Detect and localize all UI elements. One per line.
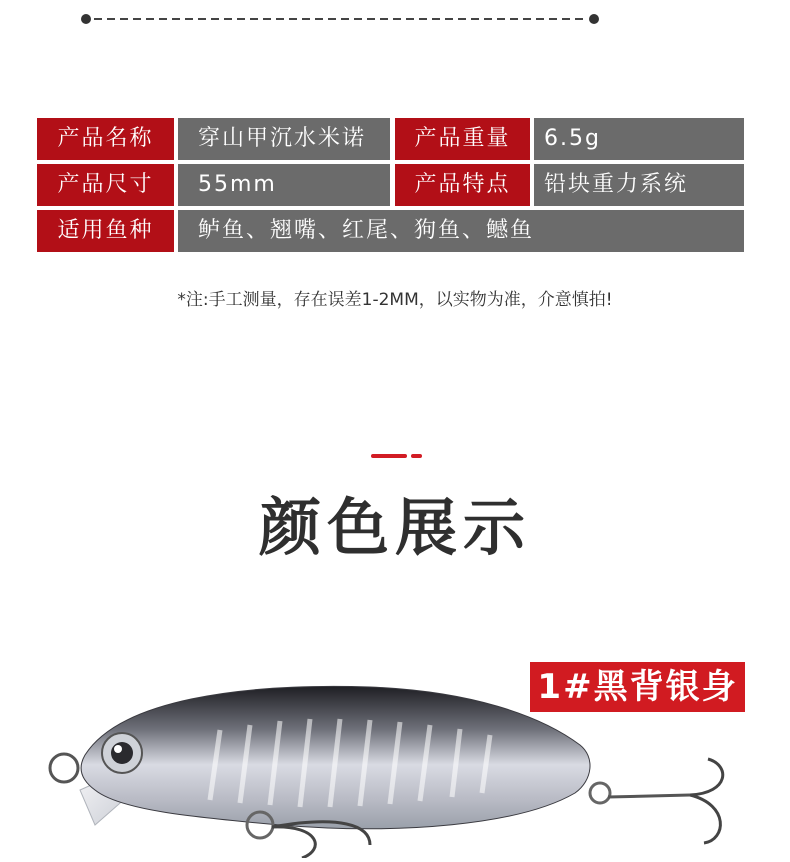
spec-value-feature: 铅块重力系统 [534, 164, 744, 206]
dashed-divider [80, 12, 600, 26]
spec-label-feature: 产品特点 [395, 164, 530, 206]
spec-value-name: 穿山甲沉水米诺 [178, 118, 390, 160]
spec-label-species: 适用鱼种 [37, 210, 174, 252]
measurement-note: *注:手工测量，存在误差1-2MM，以实物为准，介意慎拍! [177, 290, 613, 310]
lure-image [40, 675, 740, 858]
spec-label-name: 产品名称 [37, 118, 174, 160]
spec-label-size: 产品尺寸 [37, 164, 174, 206]
spec-row [37, 164, 744, 206]
spec-label-weight: 产品重量 [395, 118, 530, 160]
spec-row [37, 210, 744, 252]
spec-row [37, 118, 744, 160]
color-option-badge: 1#黑背银身 [530, 662, 745, 712]
spec-value-species: 鲈鱼、翘嘴、红尾、狗鱼、鳡鱼 [178, 210, 744, 252]
spec-value-weight: 6.5g [534, 118, 744, 160]
title-accent-dot [411, 454, 422, 458]
spec-value-size: 55mm [178, 164, 390, 206]
title-accent-bar [371, 454, 407, 458]
section-title: 颜色展示 [258, 491, 531, 564]
